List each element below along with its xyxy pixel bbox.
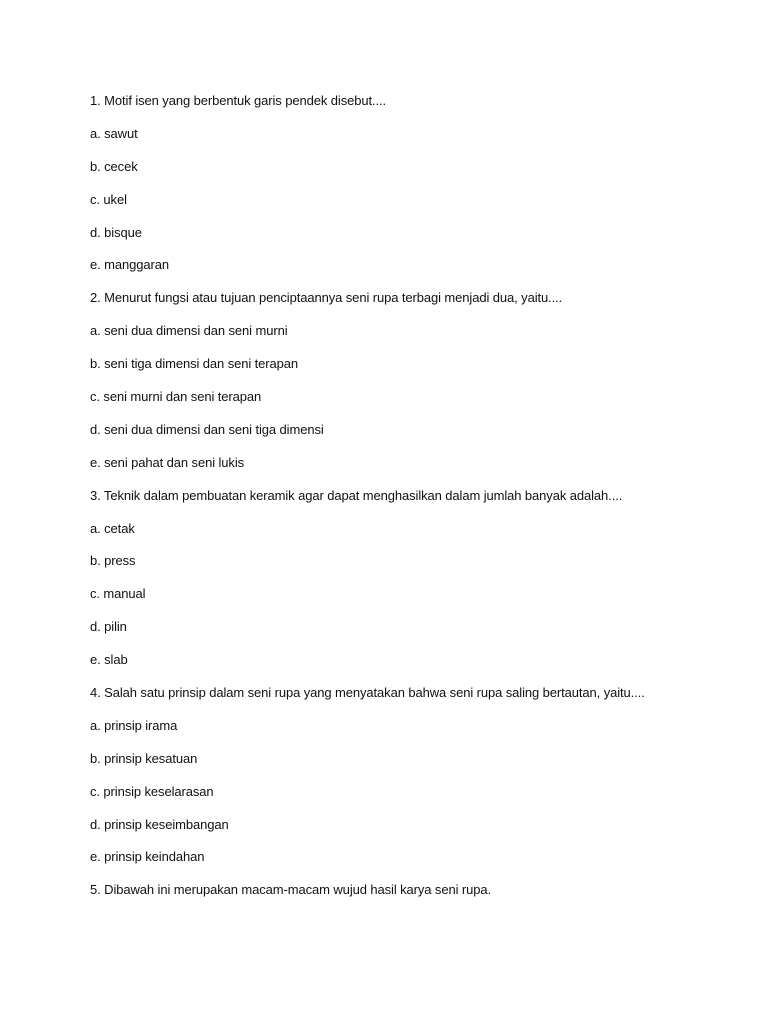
question-2-option-b: b. seni tiga dimensi dan seni terapan xyxy=(90,356,299,372)
question-3: 3. Teknik dalam pembuatan keramik agar dapat menghasilkan dalam jumlah banyak adalah.... xyxy=(90,487,623,503)
question-1: 1. Motif isen yang berbentuk garis pendek disebut.... xyxy=(90,93,387,108)
question-3-option-d: d. pilin xyxy=(90,619,127,635)
question-3-option-c: c. manual xyxy=(90,586,146,602)
question-2-option-e: e. seni pahat dan seni lukis xyxy=(90,454,245,470)
question-4-option-a: a. prinsip irama xyxy=(90,717,178,733)
document-page xyxy=(90,93,730,915)
question-1-option-b: b. cecek xyxy=(90,158,138,174)
question-3-option-e: e. slab xyxy=(90,652,128,668)
question-3-option-a: a. cetak xyxy=(90,520,135,536)
question-4-option-e: e. prinsip keindahan xyxy=(90,849,205,865)
question-1-option-e: e. manggaran xyxy=(90,257,170,273)
question-2-option-c: c. seni murni dan seni terapan xyxy=(90,389,262,405)
question-2: 2. Menurut fungsi atau tujuan penciptaannya seni rupa terbagi menjadi dua, yaitu.... xyxy=(90,290,563,306)
question-3-option-b: b. press xyxy=(90,553,136,569)
question-4: 4. Salah satu prinsip dalam seni rupa yang menyatakan bahwa seni rupa saling bertautan, yaitu.... xyxy=(90,685,645,701)
question-4-option-b: b. prinsip kesatuan xyxy=(90,750,198,766)
question-1-option-c: c. ukel xyxy=(90,191,127,207)
question-1-option-d: d. bisque xyxy=(90,224,142,240)
question-4-option-d: d. prinsip keseimbangan xyxy=(90,816,229,832)
question-4-option-c: c. prinsip keselarasan xyxy=(90,783,214,799)
question-5: 5. Dibawah ini merupakan macam-macam wujud hasil karya seni rupa. xyxy=(90,882,492,898)
question-2-option-a: a. seni dua dimensi dan seni murni xyxy=(90,323,288,339)
question-1-option-a: a. sawut xyxy=(90,125,138,141)
question-2-option-d: d. seni dua dimensi dan seni tiga dimensi xyxy=(90,421,324,437)
